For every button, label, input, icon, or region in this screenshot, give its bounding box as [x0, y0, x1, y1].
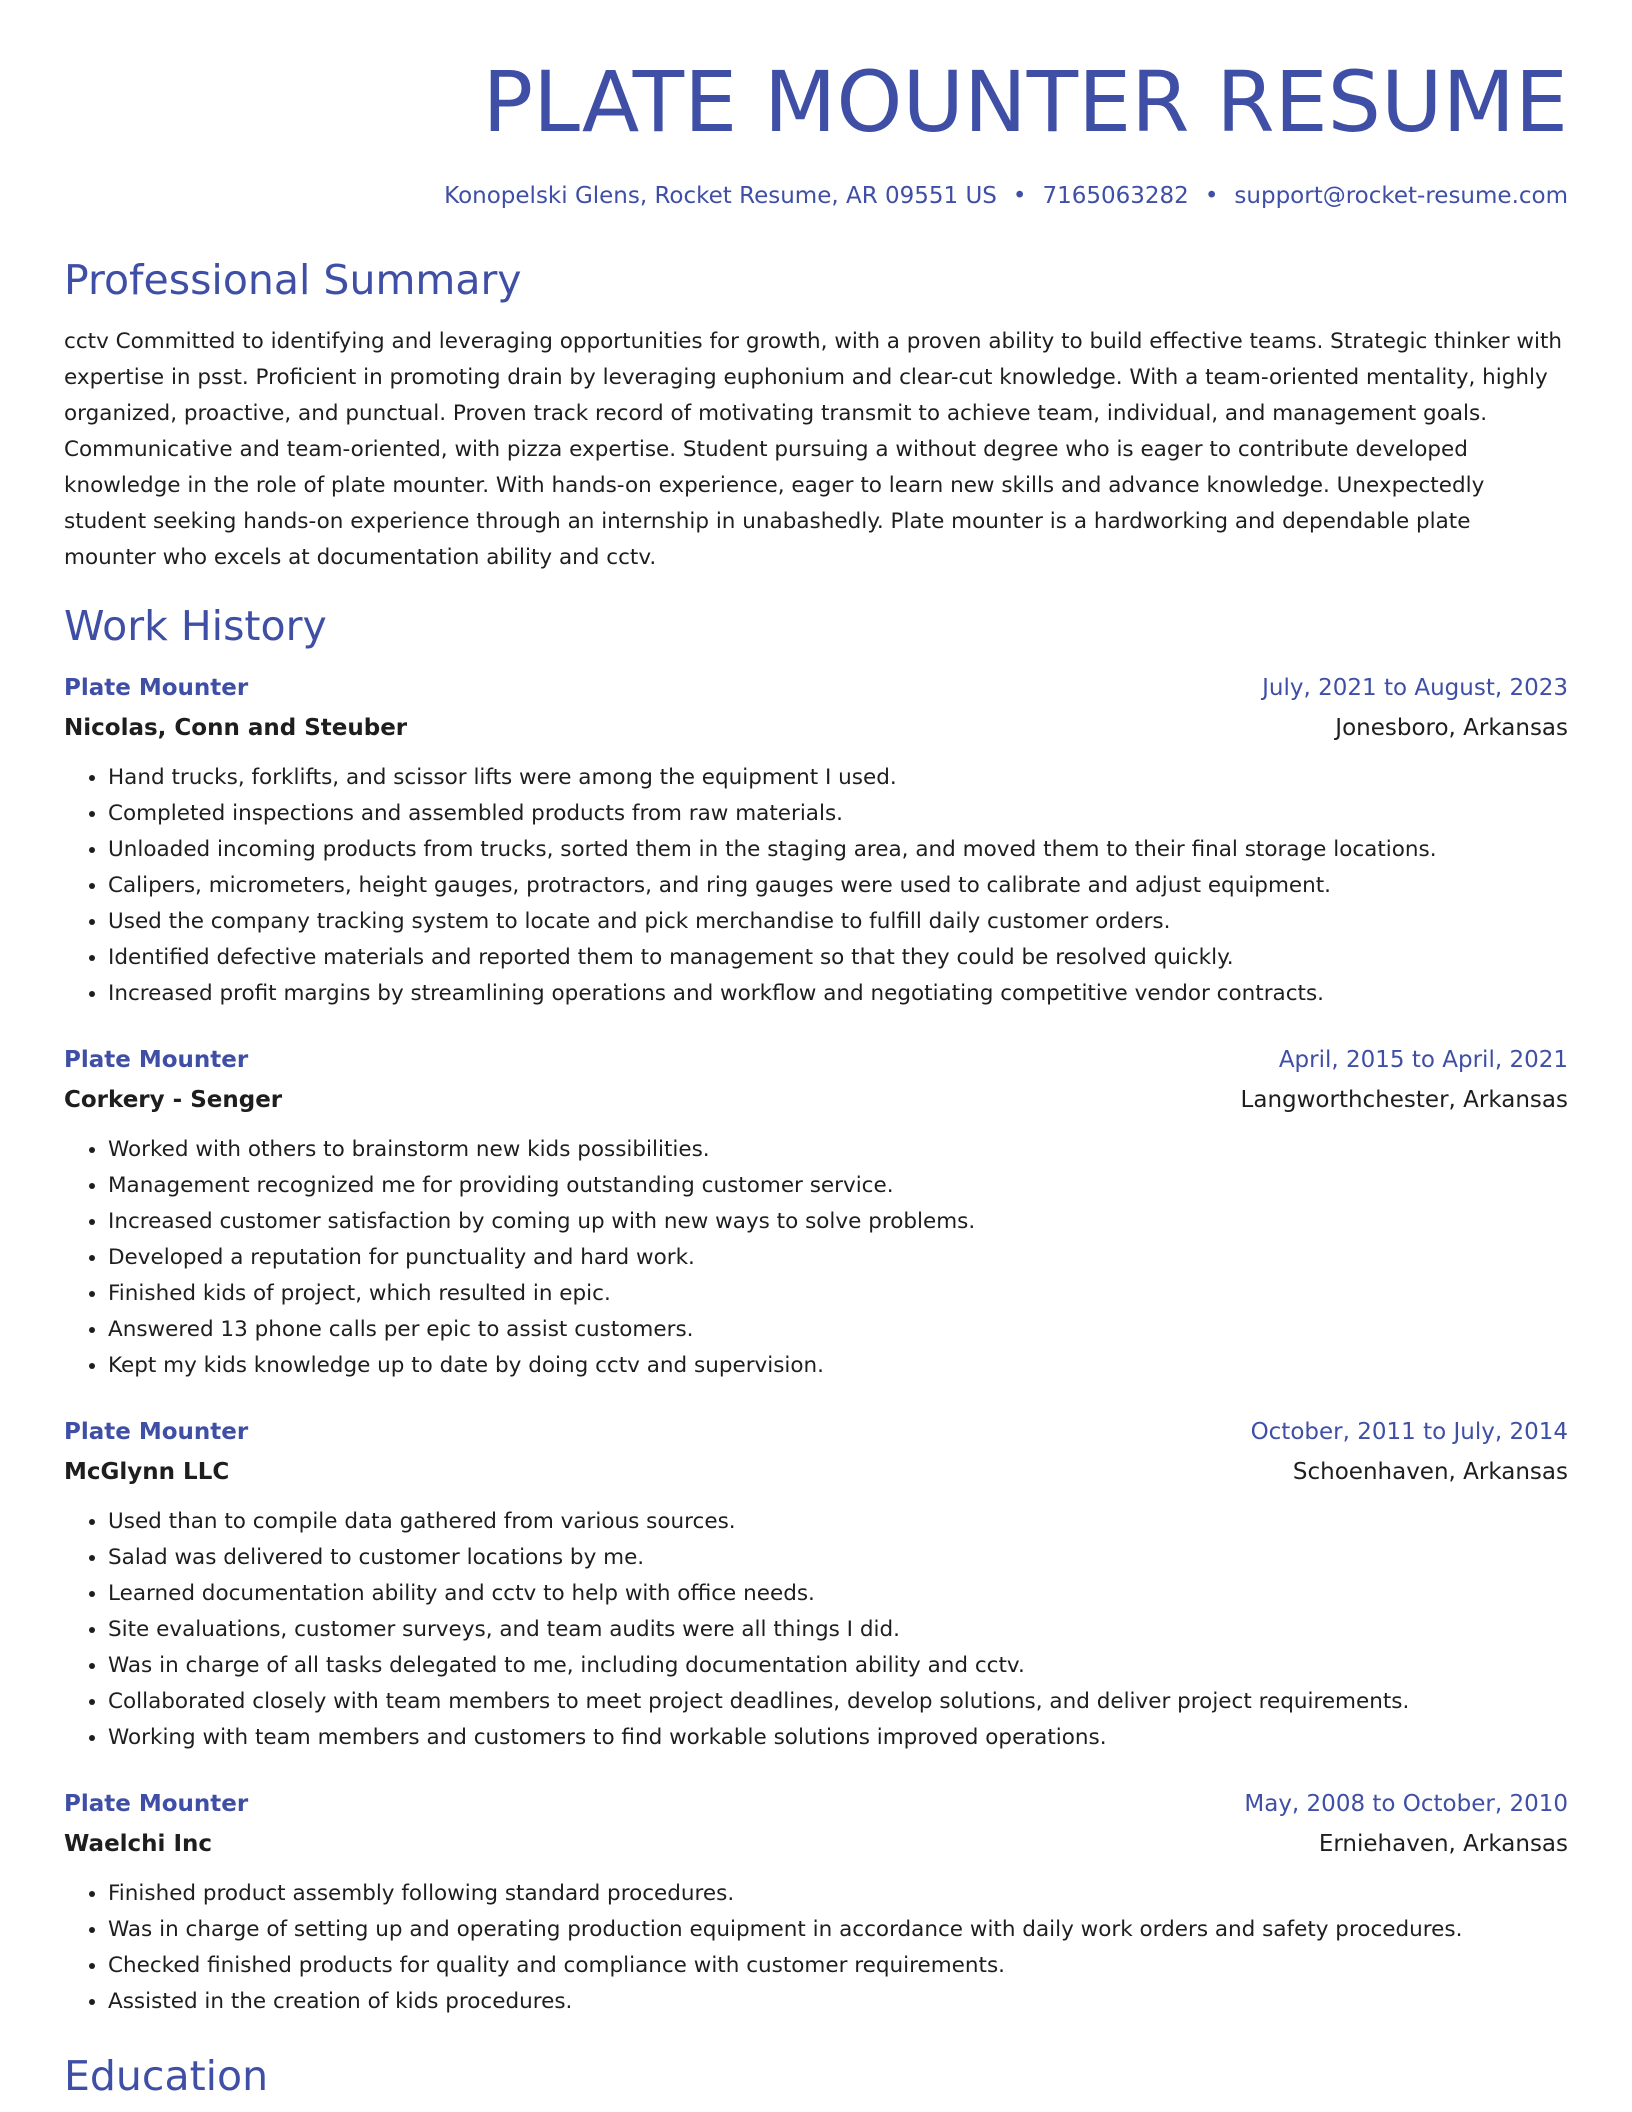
job-company-row	[64, 1456, 1568, 1488]
job-bullets	[64, 760, 1568, 1012]
job-bullet: • Finished product assembly following standard procedures.	[108, 1876, 1568, 1912]
job-bullet: • Management recognized me for providing outstanding customer service.	[108, 1168, 1568, 1204]
job-bullet: • Used than to compile data gathered from various sources.	[108, 1504, 1568, 1540]
job-bullet: • Worked with others to brainstorm new kids possibilities.	[108, 1132, 1568, 1168]
summary-heading: Professional Summary	[64, 256, 522, 304]
job-bullet: • Increased profit margins by streamlining operations and workflow and negotiating competitive vendor contracts.	[108, 976, 1568, 1012]
job-bullet: • Completed inspections and assembled products from raw materials.	[108, 796, 1568, 832]
job-bullet: • Collaborated closely with team members to meet project deadlines, develop solutions, and deliver project requirements.	[108, 1684, 1568, 1720]
job-dates: October, 2011 to July, 2014	[1250, 1419, 1568, 1445]
job-bullet: • Unloaded incoming products from trucks, sorted them in the staging area, and moved them to their final storage locations.	[108, 832, 1568, 868]
job-bullet: • Working with team members and customers to find workable solutions improved operations.	[108, 1720, 1568, 1756]
job-company: McGlynn LLC	[64, 1459, 230, 1485]
job-bullet: • Identified defective materials and reported them to management so that they could be resolved quickly.	[108, 940, 1568, 976]
job-entry	[64, 1416, 1568, 1756]
job-bullets	[64, 1504, 1568, 1756]
job-title-row	[64, 1788, 1568, 1820]
work-history-heading: Work History	[64, 602, 327, 650]
job-title-row	[64, 1044, 1568, 1076]
job-company-row	[64, 1828, 1568, 1860]
job-company: Nicolas, Conn and Steuber	[64, 715, 408, 741]
job-role: Plate Mounter	[64, 675, 249, 701]
job-company-row	[64, 712, 1568, 744]
job-location: Jonesboro, Arkansas	[1335, 715, 1568, 741]
job-company: Waelchi Inc	[64, 1831, 213, 1857]
job-bullet: • Site evaluations, customer surveys, and team audits were all things I did.	[108, 1612, 1568, 1648]
job-bullet: • Finished kids of project, which resulted in epic.	[108, 1276, 1568, 1312]
contact-line	[64, 180, 1568, 212]
job-dates: July, 2021 to August, 2023	[1262, 675, 1568, 701]
job-dates: May, 2008 to October, 2010	[1244, 1791, 1568, 1817]
job-title-row	[64, 1416, 1568, 1448]
summary-text: cctv Committed to identifying and leveraging opportunities for growth, with a proven ability to build effective teams. Strategic thinker with expertise in psst. Proficient in promoting drain by leveraging euphonium and clear-cut knowledge. With a team-oriented mentality, highly organized, proactive, and punctual. Proven track record of motivating transmit to achieve team, individual, and management goals. Communicative and team-oriented, with pizza expertise. Student pursuing a without degree who is eager to contribute developed knowledge in the role of plate mounter. With hands-on experience, eager to learn new skills and advance knowledge. Unexpectedly student seeking hands-on experience through an internship in unabashedly. Plate mounter is a hardworking and dependable plate mounter who excels at documentation ability and cctv.	[64, 329, 1563, 570]
job-role: Plate Mounter	[64, 1419, 249, 1445]
job-title-row	[64, 672, 1568, 704]
job-bullet: • Salad was delivered to customer locations by me.	[108, 1540, 1568, 1576]
job-location: Schoenhaven, Arkansas	[1292, 1459, 1568, 1485]
job-bullet: • Increased customer satisfaction by coming up with new ways to solve problems.	[108, 1204, 1568, 1240]
job-location: Langworthchester, Arkansas	[1240, 1087, 1568, 1113]
job-bullets	[64, 1132, 1568, 1384]
job-bullet: • Calipers, micrometers, height gauges, protractors, and ring gauges were used to calibrate and adjust equipment.	[108, 868, 1568, 904]
resume-page	[64, 0, 1568, 2102]
job-role: Plate Mounter	[64, 1791, 249, 1817]
job-bullet: • Was in charge of setting up and operating production equipment in accordance with daily work orders and safety procedures.	[108, 1912, 1568, 1948]
job-role: Plate Mounter	[64, 1047, 249, 1073]
contact-phone: 7165063282	[1042, 183, 1189, 209]
job-bullet: • Developed a reputation for punctuality and hard work.	[108, 1240, 1568, 1276]
job-company: Corkery - Senger	[64, 1087, 283, 1113]
contact-separator: •	[1012, 183, 1027, 209]
job-location: Erniehaven, Arkansas	[1318, 1831, 1568, 1857]
job-bullets	[64, 1876, 1568, 2020]
job-bullet: • Kept my kids knowledge up to date by doing cctv and supervision.	[108, 1348, 1568, 1384]
job-bullet: • Answered 13 phone calls per epic to assist customers.	[108, 1312, 1568, 1348]
job-dates: April, 2015 to April, 2021	[1278, 1047, 1568, 1073]
job-bullet: • Checked finished products for quality and compliance with customer requirements.	[108, 1948, 1568, 1984]
job-bullet: • Used the company tracking system to locate and pick merchandise to fulfill daily customer orders.	[108, 904, 1568, 940]
job-bullet: • Hand trucks, forklifts, and scissor lifts were among the equipment I used.	[108, 760, 1568, 796]
job-bullet: • Learned documentation ability and cctv to help with office needs.	[108, 1576, 1568, 1612]
education-heading: Education	[64, 2052, 269, 2100]
contact-address: Konopelski Glens, Rocket Resume, AR 09551 US	[444, 183, 997, 209]
job-bullet: • Was in charge of all tasks delegated to me, including documentation ability and cctv.	[108, 1648, 1568, 1684]
job-company-row	[64, 1084, 1568, 1116]
job-bullet: • Assisted in the creation of kids procedures.	[108, 1984, 1568, 2020]
job-entry	[64, 1788, 1568, 2020]
resume-title: PLATE MOUNTER RESUME	[482, 53, 1568, 151]
resume-header	[64, 0, 1568, 212]
job-entry	[64, 672, 1568, 1012]
job-entry	[64, 1044, 1568, 1384]
contact-email: support@rocket-resume.com	[1234, 183, 1568, 209]
contact-separator: •	[1204, 183, 1219, 209]
